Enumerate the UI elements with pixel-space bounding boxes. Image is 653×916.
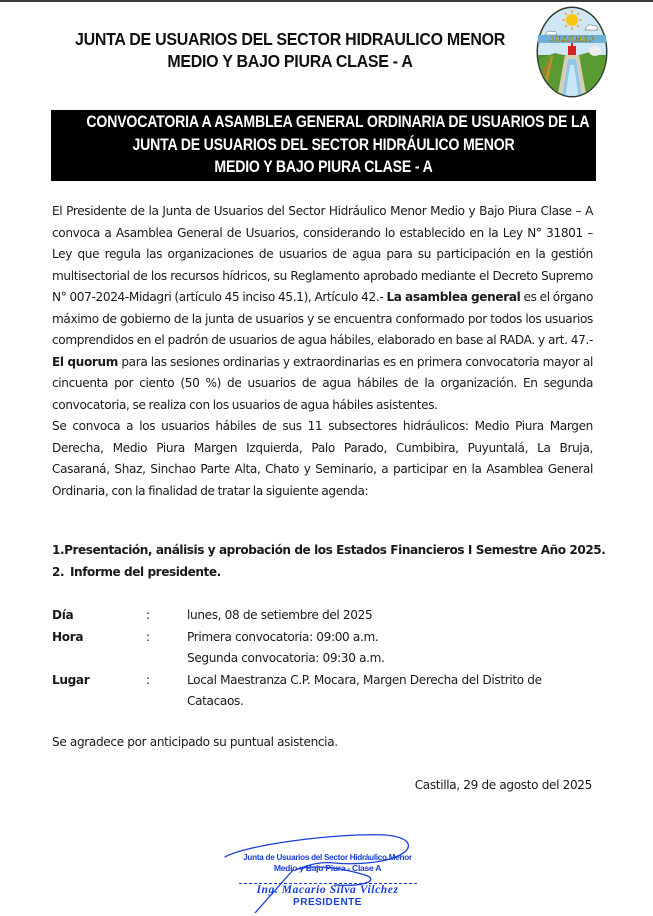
detail-row-time: [52, 627, 602, 670]
paragraph-text: para las sesiones ordinarias y extraordinarias es en primera convocatoria mayor al cincuenta por ciento (50 %) de usuarios de agua hábiles de la organización. En segunda convocatoria, se realiza con los usuarios de agua hábiles asistentes.: [52, 354, 594, 412]
agenda-item: [52, 562, 602, 584]
signer-role: PRESIDENTE: [293, 897, 362, 908]
separator-colon: :: [146, 672, 150, 687]
meeting-details: [52, 605, 602, 713]
first-call-time: Primera convocatoria: 09:00 a.m.: [187, 629, 379, 644]
organization-header: [58, 28, 523, 72]
place-label: Lugar: [52, 672, 90, 687]
detail-row-day: [52, 605, 602, 627]
day-label: Día: [52, 608, 74, 622]
signer-name: Ing. Macario Silva Vilchez: [256, 884, 399, 896]
organization-logo: [535, 5, 609, 99]
agenda-item-number: 1.: [52, 543, 65, 557]
signature-stamp: [215, 825, 440, 913]
agenda-item-number: 2.: [52, 564, 65, 579]
time-label: Hora: [52, 629, 84, 644]
agenda-item-text: Informe del presidente.: [70, 564, 221, 579]
bold-term-quorum: El quorum: [52, 354, 119, 369]
thanks-note: Se agradece por anticipado su puntual asistencia.: [52, 735, 338, 749]
banner-line-3: MEDIO Y BAJO PIURA CLASE - A: [214, 158, 433, 176]
svg-text:J.U.S.H.M.B.P: J.U.S.H.M.B.P: [549, 35, 595, 44]
legal-basis-paragraph: [52, 201, 593, 416]
paragraph-text: es el órgano máximo de gobierno de la junta de usuarios y se encuentra conformado por todos los usuarios comprendidos en el padrón de usuarios de agua hábiles, elaborado en base al RADA. y art. 47.-: [52, 290, 593, 347]
separator-colon: :: [146, 608, 150, 622]
stamp-org-line-2: Medio y Bajo Piura - Clase A: [273, 863, 382, 873]
top-edge-bar: [0, 0, 653, 2]
second-call-time: Segunda convocatoria: 09:30 a.m.: [187, 651, 385, 665]
time-values: [187, 627, 587, 670]
agenda-item-text: Presentación, análisis y aprobación de los Estados Financieros I Semestre Año 2025.: [64, 543, 606, 557]
stamp-org-line-1: Junta de Usuarios del Sector Hidráulico Menor: [243, 852, 412, 862]
org-name-line-2: MEDIO Y BAJO PIURA CLASE - A: [167, 51, 413, 71]
subsectors-paragraph: Se convoca a los usuarios hábiles de sus 11 subsectores hidráulicos: Medio Piura Margen Derecha, Medio Piura Margen Izquierda, Palo Parado, Cumbibira, Puyuntalá, La Bruja, Casaraná, Shaz, Sinchao Parte Alta, Chato y Seminario, a participar en la Asamblea General Ordinaria, con la finalidad de tratar la siguiente agenda:: [52, 419, 593, 498]
org-name-line-1: JUNTA DE USUARIOS DEL SECTOR HIDRAULICO MENOR: [74, 29, 506, 49]
place-value: Local Maestranza C.P. Mocara, Margen Derecha del Distrito de Catacaos.: [187, 672, 542, 708]
separator-colon: :: [146, 629, 150, 644]
agenda-item: [52, 540, 606, 562]
banner-line-1: CONVOCATORIA A ASAMBLEA GENERAL ORDINARIA DE USUARIOS DE LA: [86, 113, 590, 131]
bold-term-asamblea: La asamblea general: [386, 290, 521, 304]
logo-emblem-icon: [535, 5, 609, 99]
paragraph-text: El Presidente de la Junta de Usuarios del Sector Hidráulico Menor Medio y Bajo Piura Clase – A convoca a Asamblea General de Usuarios, considerando lo establecido en la Ley N° 31801 – Ley que regula las organizaciones de usuarios de agua para su participación en la gestión multisectorial de los recursos hídricos, su Reglamento aprobado mediante el Decreto Supremo N° 007-2024-Midagri (artículo 45 inciso 45.1), Artículo 42.-: [52, 204, 593, 304]
day-value: lunes, 08 de setiembre del 2025: [187, 608, 373, 622]
convocation-title-banner: [51, 110, 596, 181]
agenda-list: [52, 540, 606, 583]
place-and-date: Castilla, 29 de agosto del 2025: [414, 778, 592, 792]
detail-row-place: [52, 670, 602, 713]
convocation-body: [52, 201, 593, 502]
banner-line-2: JUNTA DE USUARIOS DEL SECTOR HIDRÁULICO MENOR: [132, 135, 515, 154]
